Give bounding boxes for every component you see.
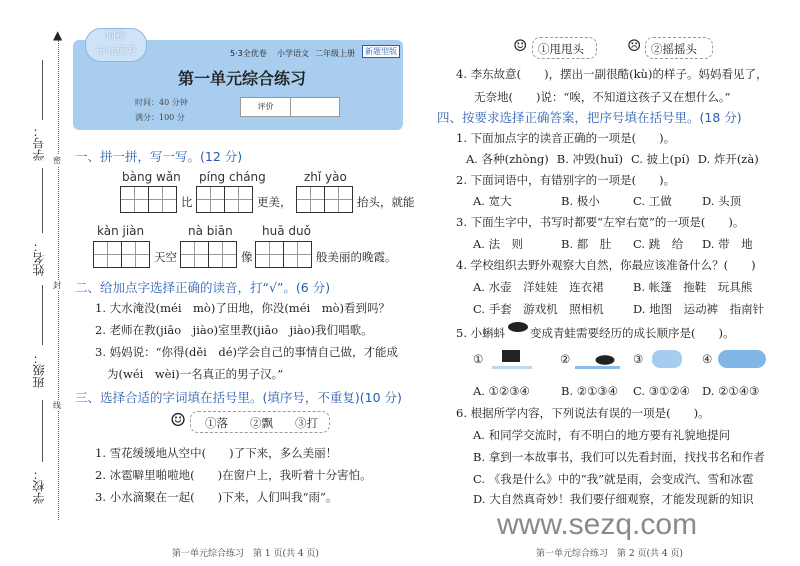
pinyin: nà biān	[188, 224, 233, 238]
question-item: 变成青蛙需要经历的成长顺序是( )。	[530, 326, 735, 340]
answer-option: C. 手套 游戏机 照相机	[473, 302, 604, 316]
answer-option: C. 《我是什么》中的“我”就是雨，会变成汽、雪和冰雹	[473, 472, 754, 486]
sentence-text: 比	[181, 195, 193, 209]
question-item: 5. 小蝌蚪	[456, 326, 506, 340]
answer-option: A. 法 则	[473, 237, 524, 251]
badge: 同步 单元练习	[85, 28, 147, 62]
student-number-field[interactable]	[42, 60, 43, 120]
word-option: ②摇摇头	[651, 42, 697, 56]
subject-label: 小学语文	[277, 49, 309, 58]
answer-option: C. 跳 给	[633, 237, 684, 251]
writing-grid[interactable]	[196, 186, 253, 213]
stage-label: ②	[560, 352, 571, 366]
pinyin: kàn jiàn	[97, 224, 145, 238]
seal-mark: 封	[53, 281, 61, 290]
answer-option: A. 各种(zhòng)	[466, 152, 549, 166]
answer-option: D. 头顶	[702, 194, 742, 208]
tadpole-icon	[508, 322, 528, 332]
question-item: 4. 学校组织去野外观察大自然，你最应该准备什么？( )	[456, 258, 756, 272]
section-1-heading: 一、拼一拼，写一写。(12 分)	[75, 149, 243, 164]
rocket-icon: ▲	[53, 28, 63, 42]
question-item: 3. 妈妈说：“你得(děi dé)学会自己的事情自己做，才能成	[95, 345, 398, 359]
answer-option: B. 拿到一本故事书，我们可以先看封面，找找书名和作者	[473, 450, 765, 464]
question-item: 2. 老师在教(jiāo jiào)室里教(jiāo jiào)我们唱歌。	[95, 323, 373, 337]
evaluation-label: 评价	[241, 98, 291, 116]
section-4-heading: 四、按要求选择正确答案，把序号填在括号里。(18 分)	[437, 110, 742, 125]
name-field[interactable]	[42, 168, 43, 233]
answer-option: A. 和同学交流时，有不明白的地方要有礼貌地提问	[473, 428, 731, 442]
question-item: 1. 雪花缓缓地从空中( )了下来，多么美丽！	[95, 446, 338, 460]
question-item: 3. 下面生字中，书写时都要“左窄右宽”的一项是( )。	[456, 215, 745, 229]
question-item: 2. 下面词语中，有错别字的一项是( )。	[456, 173, 676, 187]
answer-option: B. 都 肚	[561, 237, 612, 251]
question-item: 1. 大水淹没(méi mò)了田地，你没(méi mò)看到吗？	[95, 301, 391, 315]
answer-option: A. 宽大	[473, 194, 512, 208]
section-2-heading: 二、给加点字选择正确的读音，打“√”。(6 分)	[75, 280, 331, 295]
answer-option: D. ②①④③	[702, 384, 760, 398]
sentence-text: 像	[241, 250, 253, 264]
pinyin: bàng wǎn	[122, 170, 181, 184]
q1-options-row	[466, 151, 759, 167]
question-item: 无奈地( )说：“唉，不知道这孩子又在想什么。”	[474, 90, 731, 104]
answer-option: C. 工做	[633, 194, 672, 208]
pinyin: zhǐ yào	[304, 170, 347, 184]
question-item: 6. 根据所学内容，下列说法有误的一项是( )。	[456, 406, 710, 420]
word-option: ①甩甩头	[538, 42, 584, 56]
frog-stage-image	[652, 350, 682, 368]
question-item: 2. 冰雹噼里啪啦地( )在窗户上，我听着十分害怕。	[95, 468, 372, 482]
page-title: 第一单元综合练习	[178, 69, 307, 88]
writing-grid[interactable]	[120, 186, 177, 213]
word-option: ②飘	[250, 416, 273, 430]
writing-grid[interactable]	[180, 241, 237, 268]
answer-option: D. 炸开(zà)	[697, 152, 759, 166]
question-item: 3. 小水滴聚在一起( )下来，人们叫我“雨”。	[95, 490, 338, 504]
writing-grid[interactable]	[255, 241, 312, 268]
sentence-text: 天空	[154, 250, 177, 264]
shaking-head-icon: ☺	[513, 36, 528, 55]
frog-stage-image	[575, 348, 620, 370]
stage-label: ④	[702, 352, 713, 366]
answer-option: C. 披上(pí)	[630, 152, 690, 166]
answer-option: D. 地图 运动裤 指南针	[633, 302, 765, 316]
student-number-label: 学号：	[32, 125, 46, 161]
series-label: 5·3全优卷	[230, 49, 267, 58]
class-field[interactable]	[42, 285, 43, 345]
answer-option: D. 大自然真奇妙！我们要仔细观察，才能发现新的知识	[473, 492, 754, 506]
answer-option: B. ②①③④	[561, 384, 619, 398]
watermark: www.sezq.com	[497, 508, 698, 541]
writing-grid[interactable]	[296, 186, 353, 213]
grade-label: 二年级上册	[315, 49, 355, 58]
answer-option: A. 水壶 洋娃娃 连衣裙	[473, 280, 604, 294]
score-info: 满分：100 分	[135, 113, 185, 122]
answer-option: C. ③①②④	[633, 384, 690, 398]
class-label: 班级：	[32, 352, 46, 388]
pinyin: píng cháng	[199, 170, 266, 184]
pinyin: huā duǒ	[262, 224, 311, 238]
sentence-text: 般美丽的晚霞。	[316, 250, 397, 264]
word-option: ③打	[295, 416, 318, 430]
edition-badge: 新题型版	[362, 45, 400, 58]
answer-option: B. 冲毁(huǐ)	[556, 152, 623, 166]
time-info: 时间：40 分钟	[135, 98, 188, 107]
page-footer: 第一单元综合练习 第 1 页(共 4 页)	[172, 549, 319, 559]
sentence-text: 更美，	[257, 195, 292, 209]
question-item: 1. 下面加点字的读音正确的一项是( )。	[456, 131, 676, 145]
question-item: 4. 李东故意( )，摆出一副很酷(kù)的样子。妈妈看见了，	[456, 67, 768, 81]
evaluation-box	[240, 97, 340, 117]
seal-mark: 密	[53, 156, 61, 165]
girl-icon: ☺	[170, 410, 187, 431]
name-label: 姓名：	[32, 240, 46, 276]
answer-option: A. ①②③④	[473, 384, 530, 398]
word-option: ①落	[205, 416, 228, 430]
answer-option: B. 极小	[561, 194, 600, 208]
sentence-text: 抬头，就能	[357, 195, 415, 209]
school-label: 学校：	[32, 468, 46, 504]
shaking-head-icon-2: ☹	[627, 36, 642, 55]
seal-mark: 线	[53, 401, 61, 410]
stage-label: ①	[473, 352, 484, 366]
evaluation-field[interactable]	[291, 98, 339, 116]
frog-stage-image	[718, 350, 766, 368]
question-item: 为(wéi wèi)一名真正的男子汉。”	[107, 367, 284, 381]
stage-label: ③	[633, 352, 644, 366]
school-field[interactable]	[42, 400, 43, 462]
answer-option: B. 帐篷 拖鞋 玩具熊	[633, 280, 753, 294]
section-3-heading: 三、选择合适的字词填在括号里。(填序号，不重复)(10 分)	[75, 390, 402, 405]
writing-grid[interactable]	[93, 241, 150, 268]
page-footer: 第一单元综合练习 第 2 页(共 4 页)	[536, 549, 683, 559]
frog-stage-image	[492, 348, 532, 370]
answer-option: D. 带 地	[702, 237, 753, 251]
